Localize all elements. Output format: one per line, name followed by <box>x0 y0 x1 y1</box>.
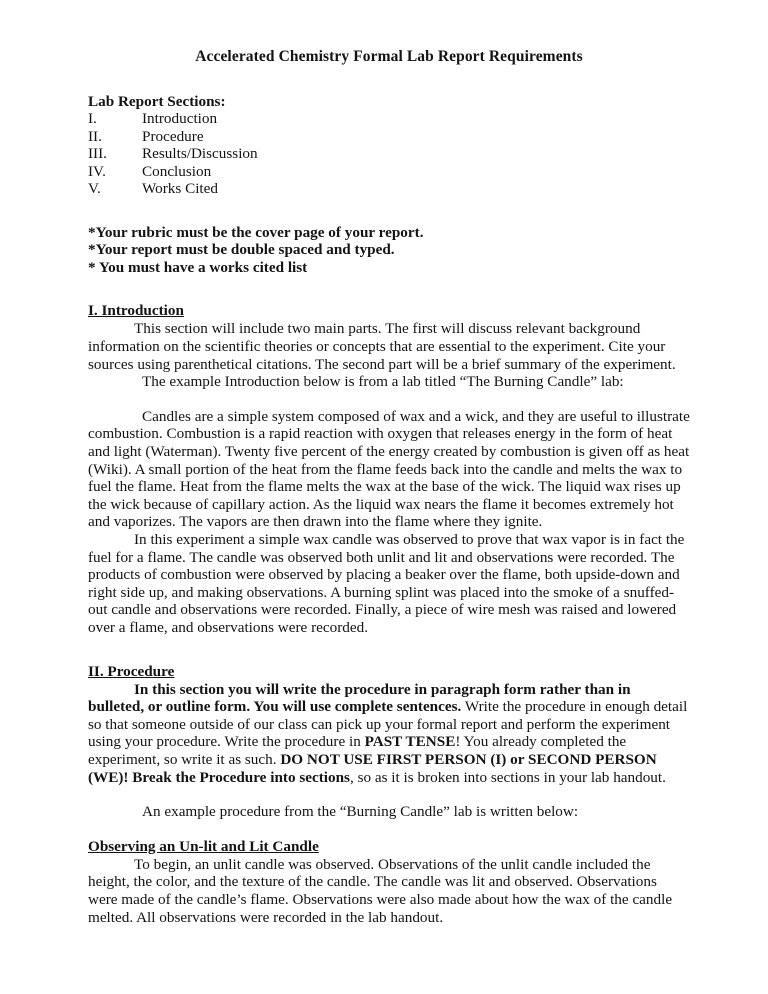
spacer <box>88 786 690 803</box>
requirement-line: * You must have a works cited list <box>88 258 308 276</box>
procedure-bold-past-tense: PAST TENSE <box>364 733 456 751</box>
section-heading-introduction-wrap <box>88 302 690 320</box>
list-item-numeral: I. <box>88 110 97 128</box>
procedure-bold-lead: In this section you will write the procedure in paragraph form rather than in bulleted, or outline form. You will use complete sentences. <box>88 680 631 716</box>
list-item <box>88 128 690 146</box>
procedure-example-intro: An example procedure from the “Burning Candle” lab is written below: <box>142 803 579 821</box>
list-item-label: Results/Discussion <box>142 145 258 163</box>
intro-example-paragraph-1: Candles are a simple system composed of wax and a wick, and they are useful to illustrate combustion. Combustion is a rapid reaction with oxygen that releases energy in the form of heat and light (Waterman). Twenty five percent of the energy created by combustion is given off as heat (Wiki). A small portion of the heat from the flame feeds back into the candle and melts the wax to fuel the flame. Heat from the flame melts the wax at the base of the wick. The liquid wax rises up the wick because of capillary action. As the liquid wax nears the flame it becomes extremely hot and vaporizes. The vapors are then drawn into the flame where they ignite. <box>88 407 690 531</box>
list-item-label: Works Cited <box>142 180 218 198</box>
spacer <box>88 276 690 302</box>
page-title: Accelerated Chemistry Formal Lab Report Requirements <box>195 48 583 65</box>
lab-report-sections-heading: Lab Report Sections: <box>88 92 226 110</box>
spacer <box>88 391 690 408</box>
list-item-numeral: V. <box>88 180 101 198</box>
lab-report-sections-list <box>88 110 690 198</box>
intro-example-paragraph-2: In this experiment a simple wax candle was observed to prove that wax vapor is in fact the fuel for a flame. The candle was observed both unlit and lit and observations were recorded. The products of combustion were observed by placing a beaker over the flame, both upside-down and right side up, and making observations. A burning splint was placed into the smoke of a snuffed-out candle and observations were recorded. Finally, a piece of wire mesh was raised and lowered over a flame, and observations were recorded. <box>88 531 685 636</box>
procedure-body-paragraph <box>88 681 690 787</box>
list-item-numeral: IV. <box>88 162 106 180</box>
list-item <box>88 163 690 181</box>
spacer <box>88 637 690 663</box>
procedure-body-1: Write the procedure in enough detail so that someone outside of our class can pick up your formal report and perform the experiment using your procedure. Write the procedure in <box>88 698 688 751</box>
procedure-subheading-wrap <box>88 838 690 856</box>
list-item <box>88 180 690 198</box>
requirement-line: *Your rubric must be the cover page of your report. <box>88 223 424 241</box>
procedure-bold-person: DO NOT USE FIRST PERSON (I) or SECOND PERSON (WE)! Break the Procedure into sections <box>88 750 657 786</box>
intro-paragraph-2: The example Introduction below is from a lab titled “The Burning Candle” lab: <box>142 373 624 391</box>
list-item <box>88 145 690 163</box>
list-item-label: Procedure <box>142 127 204 145</box>
section-heading-introduction: I. Introduction <box>88 302 184 320</box>
procedure-example-body: To begin, an unlit candle was observed. Observations of the unlit candle included the height, the color, and the texture of the candle. The candle was lit and observed. Observations were made of the candle’s flame. Observations were also made about how the wax of the candle melted. All observations were recorded in the lab handout. <box>88 855 673 926</box>
list-item <box>88 110 690 128</box>
list-item-numeral: II. <box>88 127 102 145</box>
spacer <box>88 198 690 224</box>
spacer <box>88 821 690 838</box>
list-item-numeral: III. <box>88 145 107 163</box>
procedure-body-3: , so as it is broken into sections in your lab handout. <box>349 768 666 786</box>
procedure-body-2: ! You already completed the experiment, so write it as such. <box>88 733 627 768</box>
spacer <box>88 67 690 93</box>
list-item-label: Conclusion <box>142 162 212 180</box>
list-item-label: Introduction <box>142 110 218 128</box>
section-heading-procedure: II. Procedure <box>88 662 175 680</box>
procedure-subheading-observing-candle: Observing an Un-lit and Lit Candle <box>88 837 319 855</box>
section-heading-procedure-wrap <box>88 663 690 681</box>
intro-paragraph-1: This section will include two main parts. The first will discuss relevant background information on the scientific theories or concepts that are essential to the experiment. Cite your sources using parenthetical citations. The second part will be a brief summary of the experiment. <box>88 320 676 373</box>
requirement-line: *Your report must be double spaced and typed. <box>88 241 395 259</box>
